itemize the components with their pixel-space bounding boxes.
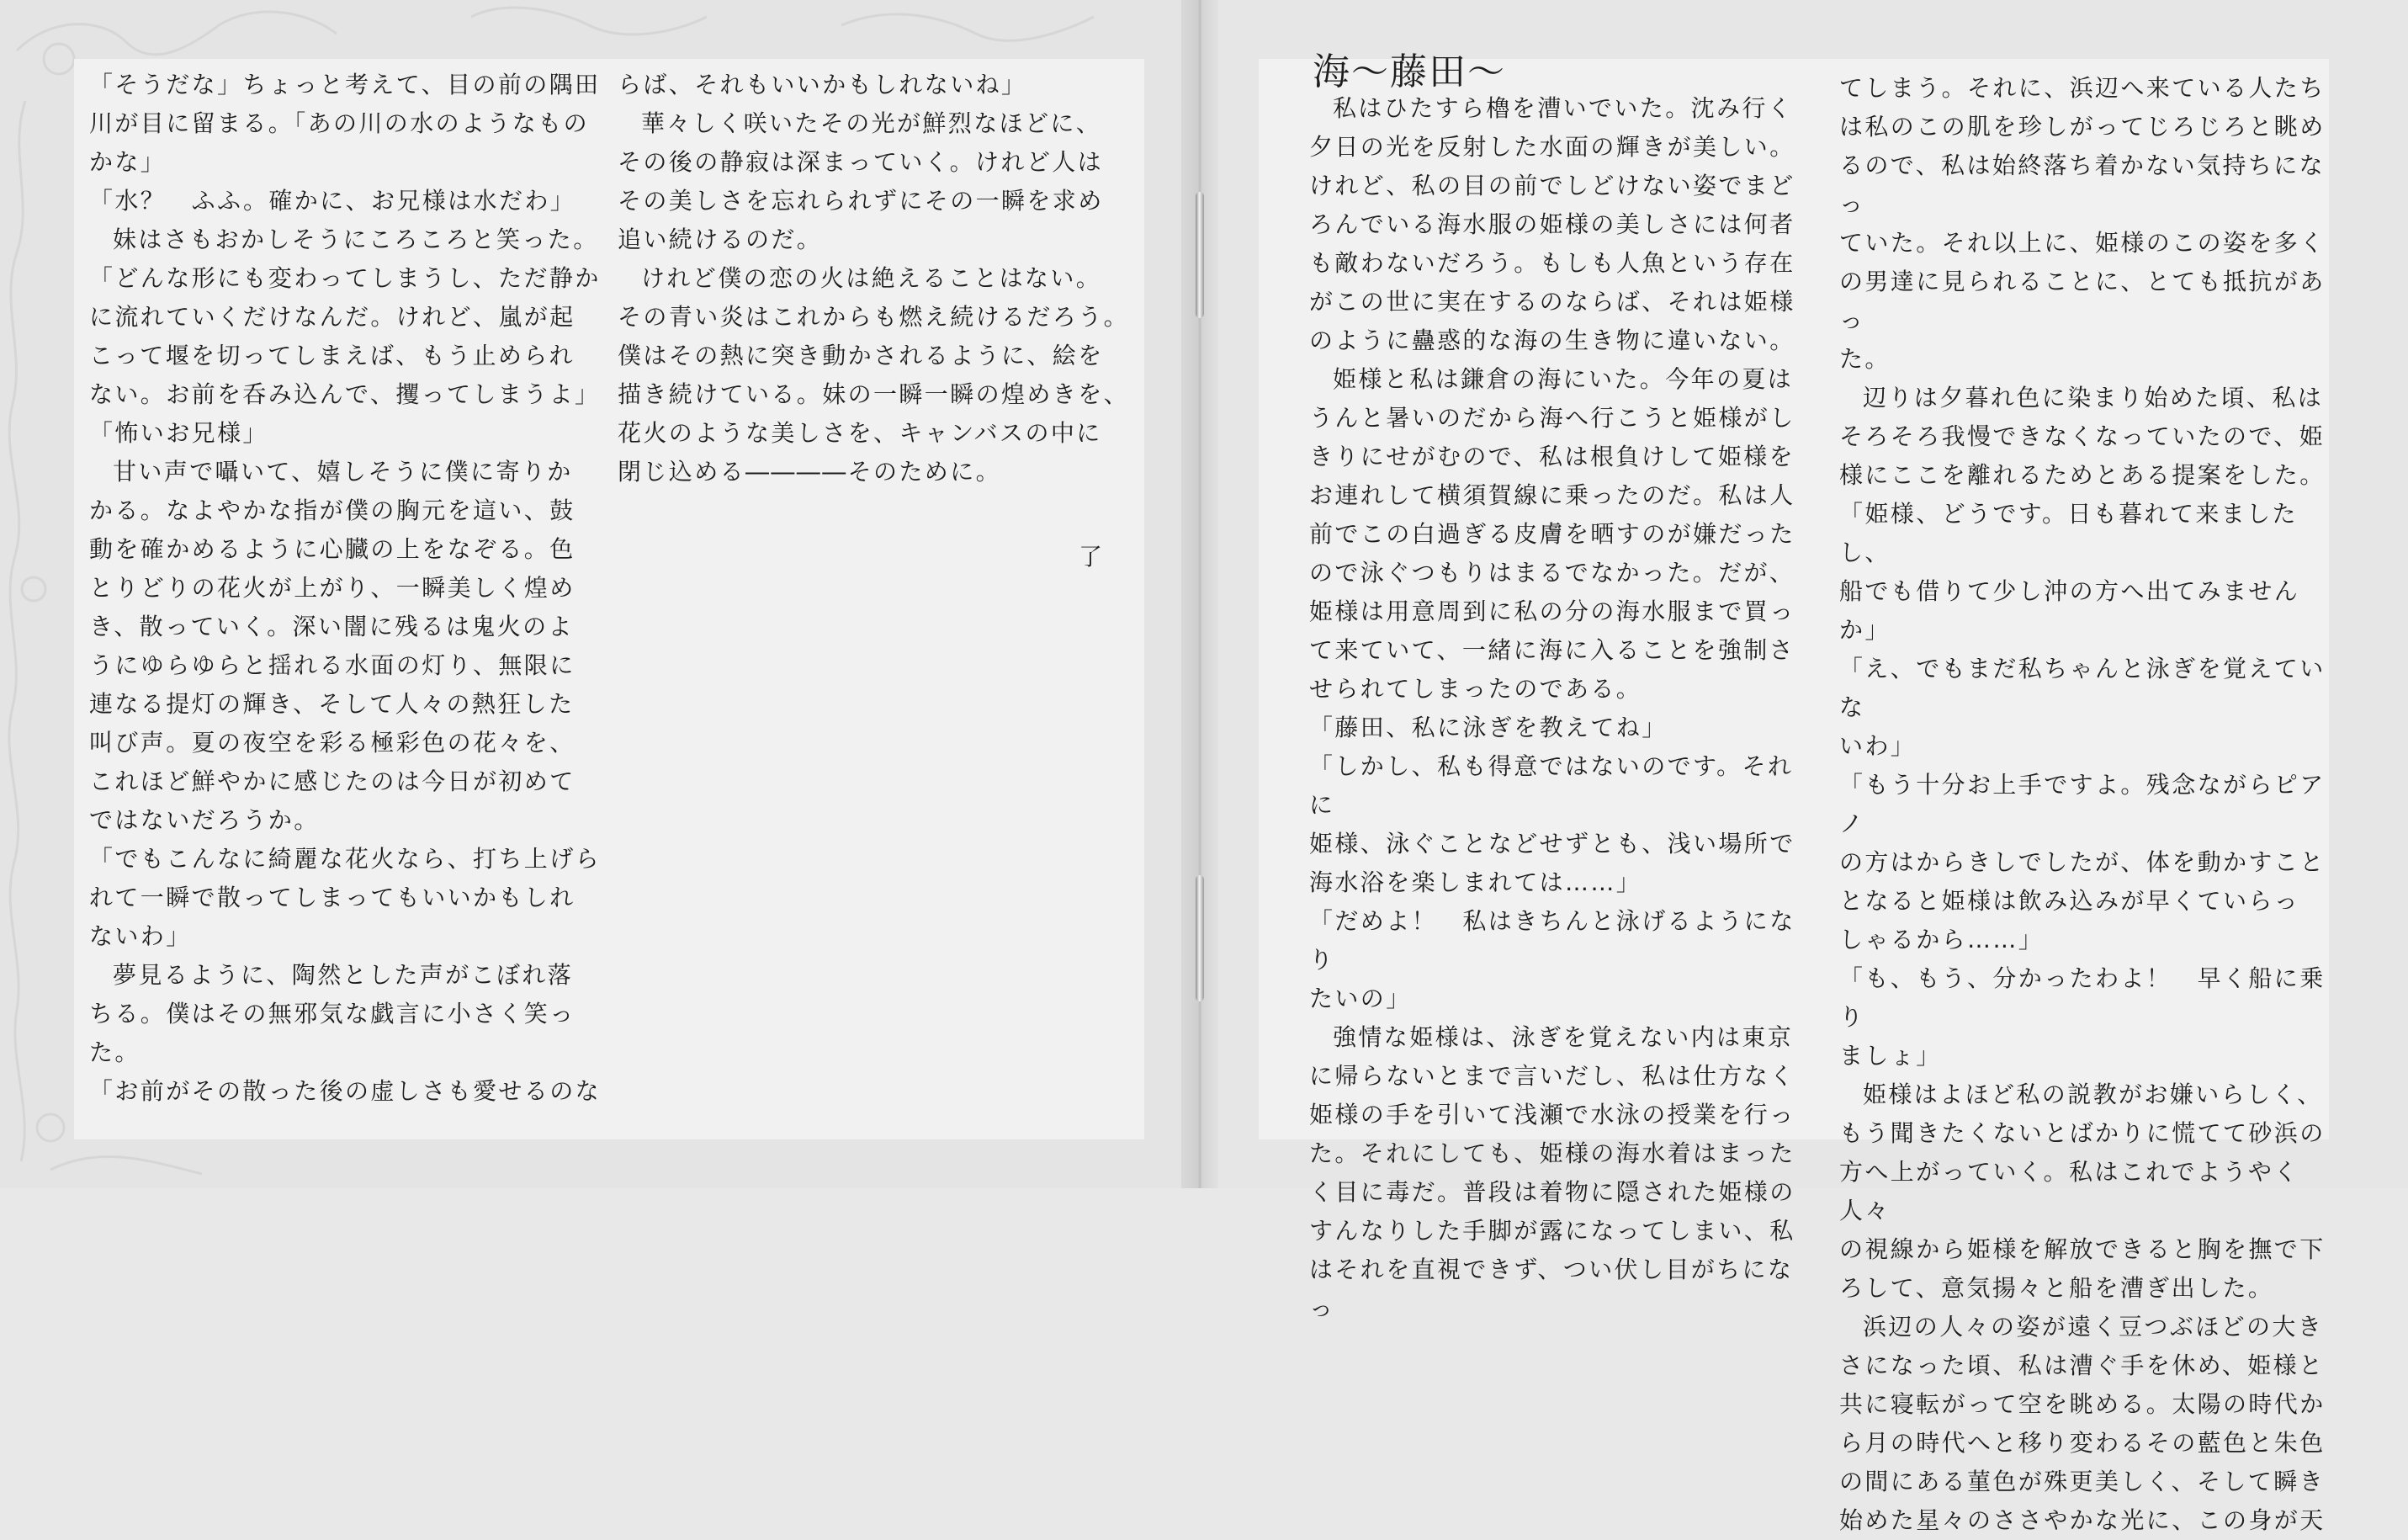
text-line: れて一瞬で散ってしまってもいいかもしれ [89,884,575,911]
text-line: 甘い声で囁いて、嬉しそうに僕に寄りか [113,458,573,486]
text-line: 「そうだな」ちょっと考えて、目の前の隅田 [89,71,601,98]
right-page-column-1 [1309,89,1797,1328]
text-line: てしまう。それに、浜辺へ来ている人たち [1839,74,2326,102]
book-gutter [1181,0,1218,1188]
text-line: の方はからきしでしたが、体を動かすこと [1839,848,2326,876]
text-line: 「お前がその散った後の虚しさも愛せるのな [89,1077,602,1105]
text-line: 海水浴を楽しまれては……」 [1309,868,1642,896]
text-line: ろして、意気揚々と船を漕ぎ出した。 [1839,1274,2274,1302]
text-line: の間にある菫色が殊更美しく、そして瞬き [1839,1468,2326,1495]
text-line: ないわ」 [89,922,192,950]
left-page-column-1 [89,66,636,1111]
text-line: 「怖いお兄様」 [89,419,268,447]
text-line: 強情な姫様は、泳ぎを覚えない内は東京 [1333,1023,1794,1051]
text-line: 華々しく咲いたその光が鮮烈なほどに、 [641,109,1102,137]
text-line: となると姫様は飲み込みが早くていらっ [1839,887,2300,915]
text-line: 「もう十分お上手ですよ。残念ながらピアノ [1839,771,2326,837]
text-line: は私のこの肌を珍しがってじろじろと眺め [1839,113,2326,141]
text-line: 川が目に留まる。「あの川の水のようなもの [89,109,590,137]
text-line: かな」 [89,148,167,176]
text-line: 姫様は用意周到に私の分の海水服まで買っ [1309,597,1795,625]
staple-bottom [1196,875,1204,1001]
text-line: もう聞きたくないとばかりに慌てて砂浜の [1839,1119,2326,1147]
text-line: 「しかし、私も得意ではないのです。それに [1309,752,1794,819]
text-line: 追い続けるのだ。 [618,226,823,253]
right-page-column-2 [1839,69,2327,1540]
text-line: ない。お前を呑み込んで、攫ってしまうよ」 [89,380,601,408]
text-line: らば、それもいいかもしれないね」 [618,71,1027,98]
text-line: はそれを直視できず、つい伏し目がちになっ [1309,1256,1794,1322]
text-line: ろんでいる海水服の姫様の美しさには何者 [1309,210,1795,238]
text-line: 様にここを離れるためとある提案をした。 [1839,461,2326,489]
text-line: 叫び声。夏の夜空を彩る極彩色の花々を、 [89,729,575,757]
text-line: 姫様の手を引いて浅瀬で水泳の授業を行っ [1309,1101,1795,1128]
staple-top [1196,192,1204,318]
text-line: 姫様と私は鎌倉の海にいた。今年の夏は [1333,365,1794,393]
text-line: 「え、でもまだ私ちゃんと泳ぎを覚えていな [1839,655,2326,721]
text-line: がこの世に実在するのならば、それは姫様 [1309,288,1795,316]
text-line: さになった頃、私は漕ぐ手を休め、姫様と [1839,1351,2325,1379]
text-line: た。それにしても、姫様の海水着はまった [1309,1139,1795,1167]
text-line: 「姫様、どうです。日も暮れて来ましたし、 [1839,500,2298,566]
end-mark: 了 [1079,543,1103,571]
text-line: その後の静寂は深まっていく。けれど人は [618,148,1104,176]
text-line: お連れして横須賀線に乗ったのだ。私は人 [1309,481,1795,509]
text-line: 夕日の光を反射した水面の輝きが美しい。 [1309,133,1795,161]
text-line: ちる。僕はその無邪気な戯言に小さく笑っ [89,1000,575,1028]
text-line: 「水？ ふふ。確かに、お兄様は水だわ」 [89,187,576,215]
text-line: 「でもこんなに綺麗な花火なら、打ち上げら [89,845,602,873]
text-line: に帰らないとまで言いだし、私は仕方なく [1309,1062,1795,1090]
text-line: ので泳ぐつもりはまるでなかった。だが、 [1309,559,1795,587]
text-line: 姫様、泳ぐことなどせずとも、浅い場所で [1309,830,1795,858]
text-line: 連なる提灯の輝き、そして人々の熱狂した [89,690,575,718]
text-line: 動を確かめるように心臓の上をなぞる。色 [89,535,575,563]
left-page-column-2 [618,66,1164,491]
text-line: て来ていて、一緒に海に入ることを強制さ [1309,636,1795,664]
floral-border-ornament-right [2396,0,2408,1188]
text-line: 描き続けている。妹の一瞬一瞬の煌めきを、 [618,380,1130,408]
text-line: 「だめよ！ 私はきちんと泳げるようになり [1309,907,1795,974]
text-line: ら月の時代へと移り変わるその藍色と朱色 [1839,1429,2326,1457]
text-line: に流れていくだけなんだ。けれど、嵐が起 [89,303,575,331]
text-line: の男達に見られることに、とても抵抗があっ [1839,268,2326,334]
text-line: とりどりの花火が上がり、一瞬美しく煌め [89,574,575,602]
text-line: た。 [1839,345,1891,373]
text-line: 船でも借りて少し沖の方へ出てみませんか」 [1839,577,2300,644]
text-line: その美しさを忘れられずにその一瞬を求め [618,187,1104,215]
text-line: けれど、私の目の前でしどけない姿でまど [1309,172,1795,199]
text-line: ていた。それ以上に、姫様のこの姿を多く [1839,229,2326,257]
text-line: く目に毒だ。普段は着物に隠された姫様の [1309,1178,1795,1206]
text-line: 夢見るように、陶然とした声がこぼれ落 [113,961,574,989]
text-line: 私はひたすら櫓を漕いでいた。沈み行く [1333,94,1794,122]
text-line: こって堰を切ってしまえば、もう止められ [89,342,575,369]
text-line: すんなりした手脚が露になってしまい、私 [1309,1217,1795,1245]
text-line: たいの」 [1309,985,1412,1012]
text-line: うにゆらゆらと揺れる水面の灯り、無限に [89,651,575,679]
chapter-title: 海～藤田～ [1313,50,1506,93]
text-line: 妹はさもおかしそうにころころと笑った。 [113,226,599,253]
text-line: 前でこの白過ぎる皮膚を晒すのが嫌だった [1309,520,1795,548]
text-line: かる。なよやかな指が僕の胸元を這い、鼓 [89,497,575,524]
text-line: 僕はその熱に突き動かされるように、絵を [618,342,1104,369]
text-line: るので、私は始終落ち着かない気持ちになっ [1839,151,2326,218]
text-line: きりにせがむので、私は根負けして姫様を [1309,443,1795,470]
text-line: 浜辺の人々の姿が遠く豆つぶほどの大き [1863,1313,2324,1341]
text-line: せられてしまったのである。 [1309,675,1642,703]
text-line: 「も、もう、分かったわよ！ 早く船に乗り [1839,964,2326,1031]
text-line: き、散っていく。深い闇に残るは鬼火のよ [89,613,574,640]
text-line: うんと暑いのだから海へ行こうと姫様がし [1309,404,1795,432]
text-line: 共に寝転がって空を眺める。太陽の時代か [1839,1390,2326,1418]
text-line: そろそろ我慢できなくなっていたので、姫 [1839,422,2326,450]
text-line: 方へ上がっていく。私はこれでようやく人々 [1839,1158,2299,1224]
text-line: これほど鮮やかに感じたのは今日が初めて [89,767,575,795]
text-line: ではないだろうか。 [89,806,320,834]
text-line: 始めた星々のささやかな光に、この身が天 [1839,1506,2326,1534]
text-line: 「藤田、私に泳ぎを教えてね」 [1309,714,1668,741]
text-line: 閉じ込める――――そのために。 [618,458,1002,486]
text-line: 花火のような美しさを、キャンバスの中に [618,419,1102,447]
text-line: 姫様はよほど私の説教がお嫌いらしく、 [1863,1081,2323,1108]
text-line: いわ」 [1839,732,1917,760]
text-line: その青い炎はこれからも燃え続けるだろう。 [618,303,1130,331]
text-line: ましょ」 [1839,1042,1942,1070]
text-line: も敵わないだろう。もしも人魚という存在 [1309,249,1795,277]
text-line: の視線から姫様を解放できると胸を撫で下 [1839,1235,2326,1263]
text-line: 辺りは夕暮れ色に染まり始めた頃、私は [1863,384,2324,412]
text-line: た。 [89,1038,141,1066]
text-line: けれど僕の恋の火は絶えることはない。 [641,264,1102,292]
text-line: 「どんな形にも変わってしまうし、ただ静か [89,264,601,292]
text-line: のように蠱惑的な海の生き物に違いない。 [1309,327,1795,354]
text-line: しゃるから……」 [1839,926,2045,953]
